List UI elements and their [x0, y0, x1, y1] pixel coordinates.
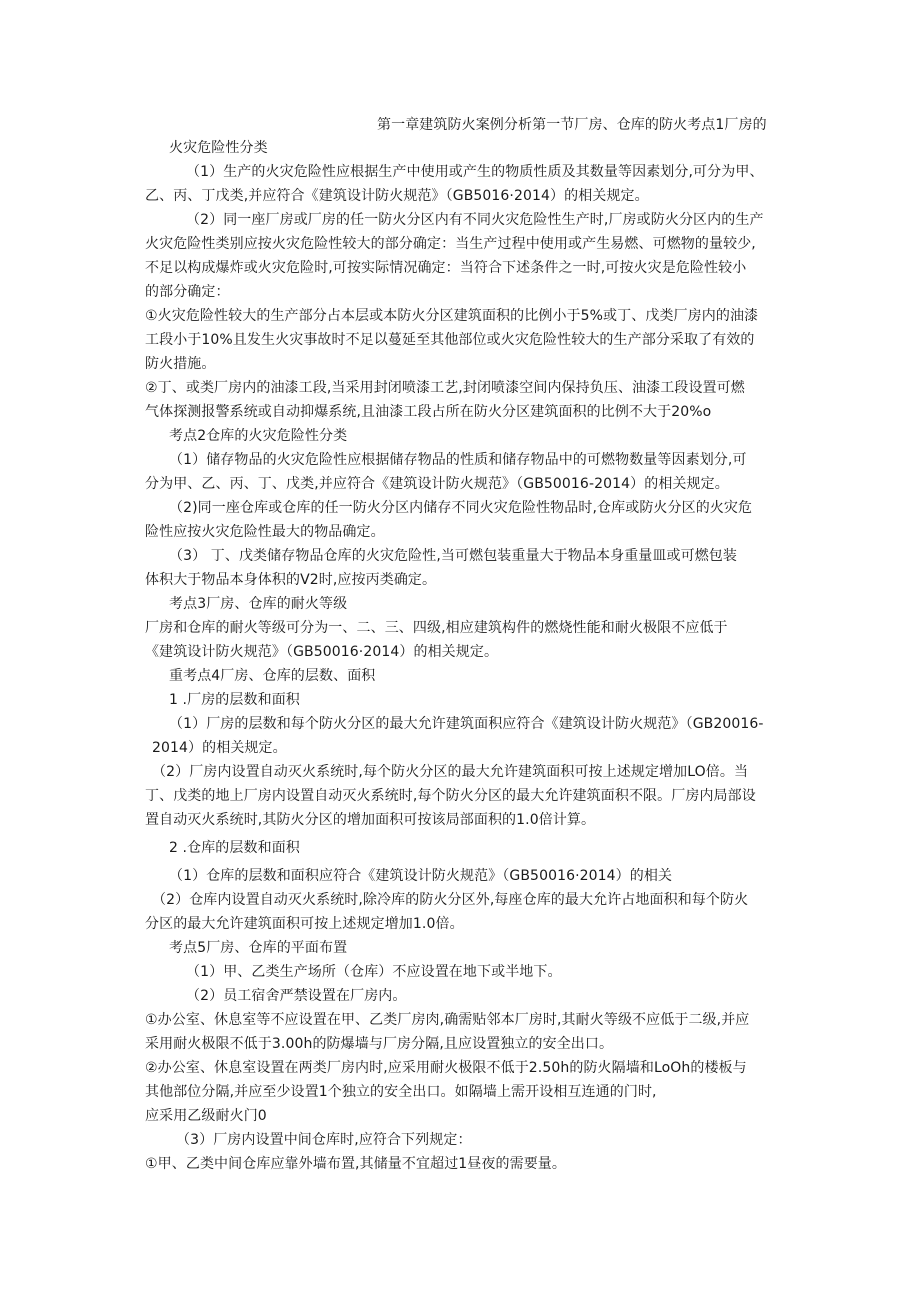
heading-line: 第一章建筑防火案例分析第一节厂房、仓库的防火考点1厂房的	[377, 117, 767, 133]
paragraph-line: （1）储存物品的火灾危险性应根据储存物品的性质和储存物品中的可燃物数量等因素划分,可	[169, 452, 747, 468]
paragraph-line: ①办公室、休息室等不应设置在甲、乙类厂房肉,确需贴邻本厂房时,其耐火等级不应低于二级,并应	[145, 1012, 750, 1028]
paragraph-line: ②丁、或类厂房内的油漆工段,当采用封闭喷漆工艺,封闭喷漆空间内保持负压、油漆工段设置可燃	[145, 380, 745, 396]
paragraph-line: 应采用乙级耐火门0	[145, 1108, 267, 1124]
paragraph-line: （2）仓库内设置自动灭火系统时,除冷库的防火分区外,每座仓库的最大允许占地面积和每个防火	[152, 892, 749, 908]
paragraph-line: 险性应按火灾危险性最大的物品确定。	[145, 524, 385, 540]
paragraph-line: 《建筑设计防火规范》（GB50016·2014）的相关规定。	[145, 644, 499, 660]
section-heading: 重考点4厂房、仓库的层数、面积	[169, 668, 376, 684]
paragraph-line: （1）甲、乙类生产场所（仓库）不应设置在地下或半地下。	[186, 964, 562, 980]
paragraph-line: 防火措施。	[145, 356, 216, 372]
section-heading: 考点5厂房、仓库的平面布置	[169, 940, 348, 956]
paragraph-line: （2)同一座仓库或仓库的任一防火分区内储存不同火灾危险性物品时,仓库或防火分区的火灾危	[169, 500, 753, 516]
section-heading: 考点2仓库的火灾危险性分类	[169, 428, 348, 444]
paragraph-line: （3） 丁、戊类储存物品仓库的火灾危险性,当可燃包装重量大于物品本身重量皿或可燃包装	[169, 548, 738, 564]
paragraph-line: 分为甲、乙、丙、丁、戊类,并应符合《建筑设计防火规范》（GB50016-2014）的相关规定。	[145, 476, 729, 492]
paragraph-line: （1）生产的火灾危险性应根据生产中使用或产生的物质性质及其数量等因素划分,可分为甲、	[186, 164, 764, 180]
paragraph-line: ①甲、乙类中间仓库应靠外墙布置,其储量不宜超过1昼夜的需要量。	[145, 1156, 567, 1172]
paragraph-line: 丁、戊类的地上厂房内设置自动灭火系统时,每个防火分区的最大允许建筑面积不限。厂房内局部设	[145, 788, 756, 804]
paragraph-line: ②办公室、休息室设置在两类厂房内时,应采用耐火极限不低于2.50h的防火隔墙和LoOh的楼板与	[145, 1060, 747, 1076]
paragraph-line: 其他部位分隔,并应至少设置1个独立的安全出口。如隔墙上需开设相互连通的门时,	[145, 1084, 657, 1100]
paragraph-line: 工段小于10%且发生火灾事故时不足以蔓延至其他部位或火灾危险性较大的生产部分采取了有效的	[145, 332, 755, 348]
paragraph-line: 采用耐火极限不低于3.00h的防爆墙与厂房分隔,且应设置独立的安全出口。	[145, 1036, 614, 1052]
paragraph-line: 气体探测报警系统或自动抑爆系统,且油漆工段占所在防火分区建筑面积的比例不大于20%o	[145, 404, 712, 420]
paragraph-line: ①火灾危险性较大的生产部分占本层或本防火分区建筑面积的比例小于5%或丁、戊类厂房内的油漆	[145, 308, 759, 324]
section-heading: 考点3厂房、仓库的耐火等级	[169, 596, 348, 612]
paragraph-line: 火灾危险性类别应按火灾危险性较大的部分确定：当生产过程中使用或产生易燃、可燃物的量较少,	[145, 236, 756, 252]
paragraph-line: 体积大于物品本身体积的V2时,应按丙类确定。	[145, 572, 437, 588]
paragraph-line: 分区的最大允许建筑面积可按上述规定增加1.0倍。	[145, 916, 464, 932]
subsection-heading: 1 .厂房的层数和面积	[169, 692, 300, 708]
paragraph-line: （2）员工宿舍严禁设置在厂房内。	[186, 988, 407, 1004]
paragraph-line: （2）厂房内设置自动灭火系统时,每个防火分区的最大允许建筑面积可按上述规定增加LO倍。当	[152, 764, 749, 780]
paragraph-line: （1）仓库的层数和面积应符合《建筑设计防火规范》（GB50016·2014）的相关	[169, 868, 673, 884]
paragraph-line: 2014）的相关规定。	[152, 740, 287, 756]
paragraph-line: 乙、丙、丁戊类,并应符合《建筑设计防火规范》（GB5016·2014）的相关规定。	[145, 188, 649, 204]
subsection-heading: 2 .仓库的层数和面积	[169, 840, 300, 856]
paragraph-line: （2）同一座厂房或厂房的任一防火分区内有不同火灾危险性生产时,厂房或防火分区内的生产	[186, 212, 764, 228]
paragraph-line: （1）厂房的层数和每个防火分区的最大允许建筑面积应符合《建筑设计防火规范》（GB20016-	[169, 716, 764, 732]
paragraph-line: 厂房和仓库的耐火等级可分为一、二、三、四级,相应建筑构件的燃烧性能和耐火极限不应低于	[145, 620, 728, 636]
paragraph-line: 不足以构成爆炸或火灾危险时,可按实际情况确定：当符合下述条件之一时,可按火灾是危险性较小	[145, 260, 747, 276]
heading-line: 火灾危险性分类	[169, 140, 268, 156]
paragraph-line: （3）厂房内设置中间仓库时,应符合下列规定：	[176, 1132, 472, 1148]
paragraph-line: 的部分确定：	[145, 284, 230, 300]
paragraph-line: 置自动灭火系统时,其防火分区的增加面积可按该局部面积的1.0倍计算。	[145, 812, 596, 828]
